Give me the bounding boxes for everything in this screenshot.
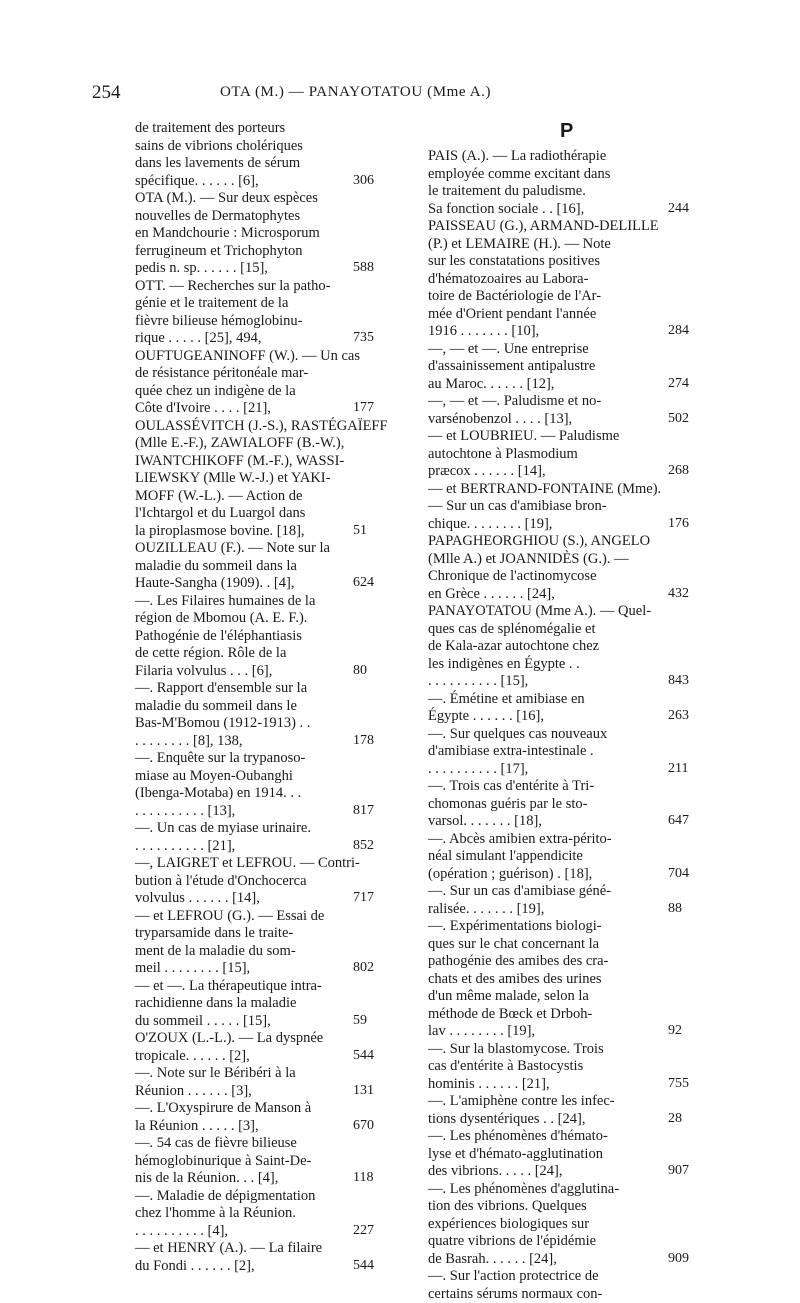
entry-line: PAISSEAU (G.), ARMAND-DELILLE [428, 218, 690, 236]
entry-line: chomonas guéris par le sto- [428, 796, 690, 814]
index-entry [428, 1181, 690, 1269]
entry-line: expériences biologiques sur [428, 1216, 690, 1234]
entry-line: —. Un cas de myiase urinaire. [135, 820, 383, 838]
entry-line: varsol. . . . . . . [18], [428, 813, 690, 831]
page-reference: 178 [353, 733, 374, 749]
entry-line: dans les lavements de sérum [135, 155, 383, 173]
index-entry [135, 1135, 383, 1188]
index-entry [135, 418, 383, 541]
entry-line: la piroplasmose bovine. [18], [135, 523, 383, 541]
page-reference: 80 [353, 663, 367, 679]
entry-line: —. Rapport d'ensemble sur la [135, 680, 383, 698]
entry-line: O'ZOUX (L.-L.). — La dyspnée [135, 1030, 383, 1048]
index-entry [428, 1093, 690, 1128]
entry-line: —. Maladie de dépigmentation [135, 1188, 383, 1206]
entry-line: — et —. La thérapeutique intra- [135, 978, 383, 996]
entry-line: —. Sur la blastomycose. Trois [428, 1041, 690, 1059]
index-entry [135, 278, 383, 348]
entry-line: —. Sur un cas d'amibiase géné- [428, 883, 690, 901]
index-entry [135, 348, 383, 418]
index-entry [428, 831, 690, 884]
page-reference: 647 [668, 813, 689, 829]
entry-line: volvulus . . . . . . [14], [135, 890, 383, 908]
entry-line: du sommeil . . . . . [15], [135, 1013, 383, 1031]
entry-line: Filaria volvulus . . . [6], [135, 663, 383, 681]
index-entry [135, 750, 383, 820]
page-reference: 755 [668, 1076, 689, 1092]
entry-line: hominis . . . . . . [21], [428, 1076, 690, 1094]
entry-line: de traitement des porteurs [135, 120, 383, 138]
index-entry [135, 978, 383, 1031]
entry-line: ques sur le chat concernant la [428, 936, 690, 954]
index-entry [428, 428, 690, 481]
page-reference: 717 [353, 890, 374, 906]
entry-line: —. Trois cas d'entérite à Tri- [428, 778, 690, 796]
right-column [428, 148, 690, 1303]
page-reference: 502 [668, 411, 689, 427]
page-reference: 244 [668, 201, 689, 217]
entry-line: du Fondi . . . . . . [2], [135, 1258, 383, 1276]
page-header [0, 82, 800, 112]
entry-line: OTT. — Recherches sur la patho- [135, 278, 383, 296]
page-reference: 88 [668, 901, 682, 917]
index-entry [428, 148, 690, 218]
entry-line: méthode de Bœck et Drboh- [428, 1006, 690, 1024]
entry-line: ferrugineum et Trichophyton [135, 243, 383, 261]
index-entry [135, 190, 383, 278]
index-entry [135, 908, 383, 978]
page-reference: 118 [353, 1170, 373, 1186]
entry-line: præcox . . . . . . [14], [428, 463, 690, 481]
entry-line: certains sérums normaux con- [428, 1286, 690, 1303]
entry-line: le traitement du paludisme. [428, 183, 690, 201]
page-reference: 624 [353, 575, 374, 591]
entry-line: hémoglobinurique à Saint-De- [135, 1153, 383, 1171]
page-reference: 51 [353, 523, 367, 539]
index-entry [135, 820, 383, 855]
entry-line: en Grèce . . . . . . [24], [428, 586, 690, 604]
entry-line: meil . . . . . . . . [15], [135, 960, 383, 978]
entry-line: (Mlle E.-F.), ZAWIALOFF (B.-W.), [135, 435, 383, 453]
entry-line: lyse et d'hémato-agglutination [428, 1146, 690, 1164]
entry-line: (P.) et LEMAIRE (H.). — Note [428, 236, 690, 254]
index-entry [428, 481, 690, 534]
entry-line: —. Note sur le Béribéri à la [135, 1065, 383, 1083]
entry-line: tions dysentériques . . [24], [428, 1111, 690, 1129]
page-reference: 284 [668, 323, 689, 339]
entry-line: PANAYOTATOU (Mme A.). — Quel- [428, 603, 690, 621]
entry-line: nouvelles de Dermatophytes [135, 208, 383, 226]
entry-line: rique . . . . . [25], 494, [135, 330, 383, 348]
entry-line: chique. . . . . . . . [19], [428, 516, 690, 534]
entry-line: —, LAIGRET et LEFROU. — Contri- [135, 855, 383, 873]
entry-line: MOFF (W.-L.). — Action de [135, 488, 383, 506]
page-number: 254 [92, 82, 121, 104]
index-entry [135, 855, 383, 908]
index-entry [135, 1188, 383, 1241]
entry-line: —. Sur l'action protectrice de [428, 1268, 690, 1286]
page-reference: 306 [353, 173, 374, 189]
entry-line: . . . . . . . . . . [13], [135, 803, 383, 821]
entry-line: sains de vibrions cholériques [135, 138, 383, 156]
entry-line: Réunion . . . . . . [3], [135, 1083, 383, 1101]
entry-line: LIEWSKY (Mlle W.-J.) et YAKI- [135, 470, 383, 488]
entry-line: Côte d'Ivoire . . . . [21], [135, 400, 383, 418]
entry-line: pathogénie des amibes des cra- [428, 953, 690, 971]
entry-line: d'un même malade, selon la [428, 988, 690, 1006]
entry-line: de Kala-azar autochtone chez [428, 638, 690, 656]
entry-line: varsénobenzol . . . . [13], [428, 411, 690, 429]
entry-line: de cette région. Rôle de la [135, 645, 383, 663]
entry-line: (opération ; guérison) . [18], [428, 866, 690, 884]
entry-line: chez l'homme à la Réunion. [135, 1205, 383, 1223]
entry-line: employée comme excitant dans [428, 166, 690, 184]
entry-line: IWANTCHIKOFF (M.-F.), WASSI- [135, 453, 383, 471]
index-entry [428, 726, 690, 779]
left-column [135, 120, 383, 1275]
entry-line: Égypte . . . . . . [16], [428, 708, 690, 726]
entry-line: —. Les Filaires humaines de la [135, 593, 383, 611]
entry-line: d'hématozoaires au Labora- [428, 271, 690, 289]
page-reference: 432 [668, 586, 689, 602]
entry-line: sur les constatations positives [428, 253, 690, 271]
section-letter: P [560, 120, 573, 143]
entry-line: tion des vibrions. Quelques [428, 1198, 690, 1216]
entry-line: cas d'entérite à Bastocystis [428, 1058, 690, 1076]
entry-line: toire de Bactériologie de l'Ar- [428, 288, 690, 306]
entry-line: . . . . . . . . . . [17], [428, 761, 690, 779]
entry-line: maladie du sommeil dans le [135, 698, 383, 716]
page-reference: 177 [353, 400, 374, 416]
index-entry [428, 778, 690, 831]
entry-line: (Mlle A.) et JOANNIDÈS (G.). — [428, 551, 690, 569]
entry-line: PAPAGHEORGHIOU (S.), ANGELO [428, 533, 690, 551]
entry-line: — Sur un cas d'amibiase bron- [428, 498, 690, 516]
entry-line: —. Les phénomènes d'hémato- [428, 1128, 690, 1146]
page-reference: 274 [668, 376, 689, 392]
entry-line: —. Enquête sur la trypanoso- [135, 750, 383, 768]
entry-line: . . . . . . . . . . [4], [135, 1223, 383, 1241]
page-reference: 852 [353, 838, 374, 854]
entry-line: de Basrah. . . . . . [24], [428, 1251, 690, 1269]
entry-line: —. L'Oxyspirure de Manson à [135, 1100, 383, 1118]
running-head: OTA (M.) — PANAYOTATOU (Mme A.) [220, 84, 491, 101]
page-reference: 670 [353, 1118, 374, 1134]
entry-line: en Mandchourie : Microsporum [135, 225, 383, 243]
entry-line: —. Émétine et amibiase en [428, 691, 690, 709]
page-reference: 735 [353, 330, 374, 346]
entry-line: spécifique. . . . . . [6], [135, 173, 383, 191]
entry-line: . . . . . . . . [8], 138, [135, 733, 383, 751]
entry-line: tropicale. . . . . . [2], [135, 1048, 383, 1066]
entry-line: — et BERTRAND-FONTAINE (Mme). [428, 481, 690, 499]
entry-line: Haute-Sangha (1909). . [4], [135, 575, 383, 593]
index-entry [428, 1128, 690, 1181]
page-reference: 817 [353, 803, 374, 819]
page-reference: 92 [668, 1023, 682, 1039]
entry-line: région de Mbomou (A. E. F.). [135, 610, 383, 628]
entry-line: bution à l'étude d'Onchocerca [135, 873, 383, 891]
entry-line: —, — et —. Paludisme et no- [428, 393, 690, 411]
entry-line: —, — et —. Une entreprise [428, 341, 690, 359]
entry-line: —. Expérimentations biologi- [428, 918, 690, 936]
entry-line: —. Sur quelques cas nouveaux [428, 726, 690, 744]
entry-line: mée d'Orient pendant l'année [428, 306, 690, 324]
entry-line: OUZILLEAU (F.). — Note sur la [135, 540, 383, 558]
entry-line: —. 54 cas de fièvre bilieuse [135, 1135, 383, 1153]
entry-line: — et HENRY (A.). — La filaire [135, 1240, 383, 1258]
page-reference: 909 [668, 1251, 689, 1267]
entry-line: d'assainissement antipalustre [428, 358, 690, 376]
index-entry [428, 1268, 690, 1303]
entry-line: —. Les phénomènes d'agglutina- [428, 1181, 690, 1199]
page-reference: 544 [353, 1258, 374, 1274]
entry-line: la Réunion . . . . . [3], [135, 1118, 383, 1136]
entry-line: nis de la Réunion. . . [4], [135, 1170, 383, 1188]
index-entry [428, 918, 690, 1041]
entry-line: . . . . . . . . . . [21], [135, 838, 383, 856]
entry-line: quée chez un indigène de la [135, 383, 383, 401]
entry-line: ques cas de splénomégalie et [428, 621, 690, 639]
entry-line: 1916 . . . . . . . [10], [428, 323, 690, 341]
entry-line: les indigènes en Égypte . . [428, 656, 690, 674]
index-entry [135, 1065, 383, 1100]
page-reference: 907 [668, 1163, 689, 1179]
entry-line: génie et le traitement de la [135, 295, 383, 313]
entry-line: Bas-M'Bomou (1912-1913) . . [135, 715, 383, 733]
index-entry [135, 680, 383, 750]
page-reference: 176 [668, 516, 689, 532]
entry-line: Pathogénie de l'éléphantiasis [135, 628, 383, 646]
index-entry [135, 1100, 383, 1135]
page-reference: 131 [353, 1083, 374, 1099]
index-entry [135, 120, 383, 190]
entry-line: . . . . . . . . . . [15], [428, 673, 690, 691]
index-entry [135, 1030, 383, 1065]
page-reference: 588 [353, 260, 374, 276]
index-entry [428, 218, 690, 341]
entry-line: — et LOUBRIEU. — Paludisme [428, 428, 690, 446]
page-reference: 28 [668, 1111, 682, 1127]
entry-line: d'amibiase extra-intestinale . [428, 743, 690, 761]
entry-line: miase au Moyen-Oubanghi [135, 768, 383, 786]
page-reference: 704 [668, 866, 689, 882]
entry-line: de résistance péritonéale mar- [135, 365, 383, 383]
entry-line: OULASSÉVITCH (J.-S.), RASTÉGAÏEFF [135, 418, 383, 436]
entry-line: OTA (M.). — Sur deux espèces [135, 190, 383, 208]
entry-line: lav . . . . . . . . [19], [428, 1023, 690, 1041]
entry-line: autochtone à Plasmodium [428, 446, 690, 464]
index-entry [428, 393, 690, 428]
index-entry [428, 603, 690, 691]
index-entry [428, 533, 690, 603]
page-reference: 544 [353, 1048, 374, 1064]
index-entry [428, 1041, 690, 1094]
entry-line: ment de la maladie du som- [135, 943, 383, 961]
page-reference: 843 [668, 673, 689, 689]
entry-line: fièvre bilieuse hémoglobinu- [135, 313, 383, 331]
entry-line: maladie du sommeil dans la [135, 558, 383, 576]
index-entry [135, 540, 383, 593]
entry-line: tryparsamide dans le traite- [135, 925, 383, 943]
entry-line: PAIS (A.). — La radiothérapie [428, 148, 690, 166]
page-reference: 802 [353, 960, 374, 976]
index-entry [428, 691, 690, 726]
index-entry [428, 341, 690, 394]
entry-line: —. Abcès amibien extra-périto- [428, 831, 690, 849]
index-entry [135, 593, 383, 681]
entry-line: Chronique de l'actinomycose [428, 568, 690, 586]
entry-line: l'Ichtargol et du Luargol dans [135, 505, 383, 523]
entry-line: (Ibenga-Motaba) en 1914. . . [135, 785, 383, 803]
page-reference: 211 [668, 761, 688, 777]
entry-line: Sa fonction sociale . . [16], [428, 201, 690, 219]
entry-line: ralisée. . . . . . . [19], [428, 901, 690, 919]
page-reference: 59 [353, 1013, 367, 1029]
index-entry [428, 883, 690, 918]
entry-line: quatre vibrions de l'épidémie [428, 1233, 690, 1251]
page-reference: 263 [668, 708, 689, 724]
index-entry [135, 1240, 383, 1275]
entry-line: — et LEFROU (G.). — Essai de [135, 908, 383, 926]
entry-line: —. L'amiphène contre les infec- [428, 1093, 690, 1111]
entry-line: chats et des amibes des urines [428, 971, 690, 989]
page-reference: 268 [668, 463, 689, 479]
entry-line: pedis n. sp. . . . . . [15], [135, 260, 383, 278]
entry-line: des vibrions. . . . . [24], [428, 1163, 690, 1181]
entry-line: OUFTUGEANINOFF (W.). — Un cas [135, 348, 383, 366]
entry-line: au Maroc. . . . . . [12], [428, 376, 690, 394]
page-reference: 227 [353, 1223, 374, 1239]
entry-line: néal simulant l'appendicite [428, 848, 690, 866]
entry-line: rachidienne dans la maladie [135, 995, 383, 1013]
